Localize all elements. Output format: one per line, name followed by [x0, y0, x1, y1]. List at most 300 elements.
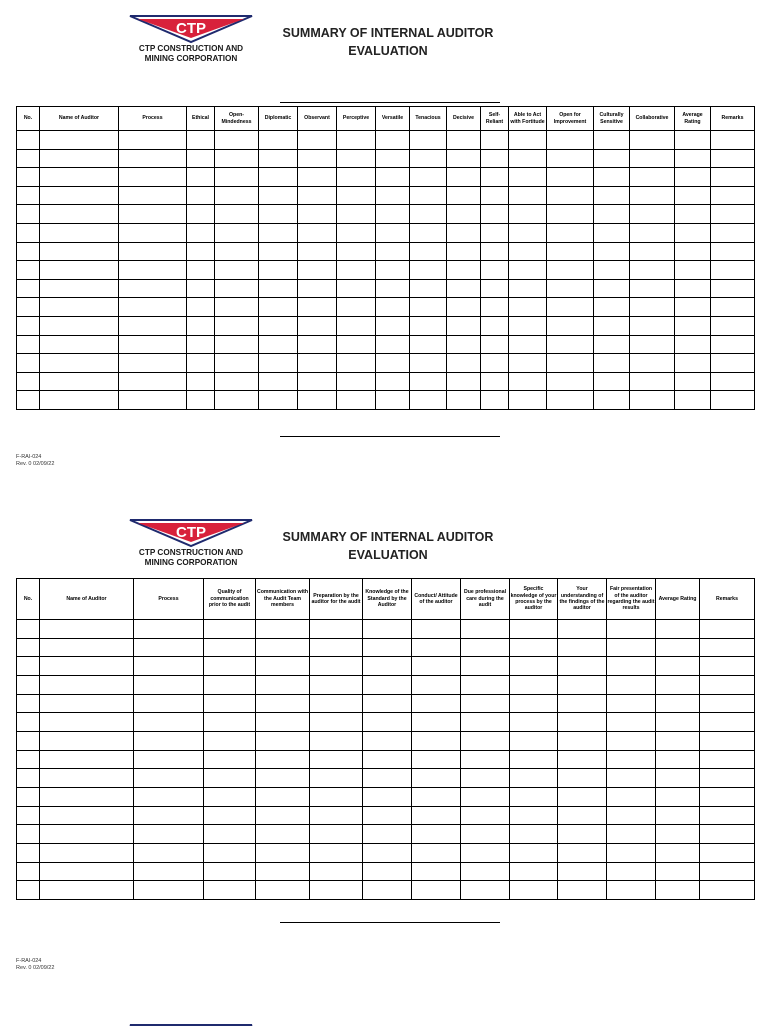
table-cell: [376, 261, 410, 280]
table-cell: [656, 843, 700, 862]
table-cell: [547, 391, 594, 410]
table-cell: [509, 223, 547, 242]
table-row: [17, 354, 755, 373]
table-cell: [17, 391, 40, 410]
table-cell: [630, 223, 675, 242]
table-cell: [461, 881, 510, 900]
table-cell: [298, 242, 337, 261]
table-cell: [547, 242, 594, 261]
table-cell: [17, 825, 40, 844]
table-cell: [656, 750, 700, 769]
table-cell: [510, 731, 558, 750]
table-cell: [17, 657, 40, 676]
table-cell: [256, 657, 310, 676]
table-cell: [298, 316, 337, 335]
table-cell: [363, 620, 412, 639]
table-cell: [119, 354, 187, 373]
table-cell: [40, 825, 134, 844]
table-cell: [510, 787, 558, 806]
table-cell: [17, 806, 40, 825]
table-cell: [630, 261, 675, 280]
table-header-row: [17, 579, 755, 620]
table-cell: [447, 298, 481, 317]
table-cell: [40, 806, 134, 825]
table-cell: [310, 731, 363, 750]
table-cell: [509, 335, 547, 354]
table-cell: [447, 391, 481, 410]
table-cell: [558, 750, 607, 769]
table-cell: [17, 316, 40, 335]
table-cell: [711, 205, 755, 224]
table-cell: [17, 881, 40, 900]
table-cell: [40, 787, 134, 806]
table-cell: [40, 713, 134, 732]
table-cell: [337, 298, 376, 317]
table-cell: [119, 391, 187, 410]
table-cell: [607, 620, 656, 639]
table-row: [17, 713, 755, 732]
table-cell: [547, 298, 594, 317]
table-cell: [509, 391, 547, 410]
table-cell: [204, 713, 256, 732]
table-cell: [187, 223, 215, 242]
table-cell: [298, 186, 337, 205]
col-header: Versatile: [376, 107, 410, 131]
table-cell: [40, 372, 119, 391]
table-cell: [510, 881, 558, 900]
table-cell: [17, 675, 40, 694]
table-cell: [337, 391, 376, 410]
col-header: Tenacious: [410, 107, 447, 131]
table-cell: [119, 298, 187, 317]
evaluation-table: [16, 106, 755, 410]
col-header: Fair presentation of the auditor regarding the audit results: [607, 579, 656, 620]
table-cell: [376, 186, 410, 205]
table-cell: [461, 806, 510, 825]
table-cell: [656, 731, 700, 750]
table-cell: [481, 335, 509, 354]
col-header: Average Rating: [675, 107, 711, 131]
table-cell: [410, 298, 447, 317]
table-row: [17, 787, 755, 806]
table-cell: [17, 279, 40, 298]
table-cell: [630, 298, 675, 317]
table-cell: [675, 242, 711, 261]
table-cell: [509, 149, 547, 168]
table-cell: [256, 825, 310, 844]
table-cell: [40, 638, 134, 657]
col-header: Name of Auditor: [40, 107, 119, 131]
table-cell: [40, 862, 134, 881]
table-cell: [711, 242, 755, 261]
table-cell: [204, 825, 256, 844]
table-cell: [711, 186, 755, 205]
table-cell: [204, 806, 256, 825]
col-header: Your understanding of the findings of the auditor: [558, 579, 607, 620]
table-cell: [376, 335, 410, 354]
table-cell: [256, 638, 310, 657]
col-header: Ethical: [187, 107, 215, 131]
table-cell: [412, 787, 461, 806]
table-cell: [675, 391, 711, 410]
col-header: Preparation by the auditor for the audit: [310, 579, 363, 620]
table-cell: [363, 769, 412, 788]
logo-text: CTP: [176, 20, 206, 37]
table-cell: [376, 279, 410, 298]
table-cell: [17, 223, 40, 242]
table-cell: [204, 694, 256, 713]
table-cell: [119, 242, 187, 261]
table-cell: [259, 186, 298, 205]
table-cell: [675, 131, 711, 150]
table-cell: [40, 279, 119, 298]
table-cell: [119, 168, 187, 187]
table-cell: [40, 843, 134, 862]
company-name: CTP CONSTRUCTION AND MINING CORPORATION: [138, 548, 244, 567]
col-header: Conduct/ Attitude of the auditor: [412, 579, 461, 620]
table-cell: [17, 186, 40, 205]
table-cell: [410, 131, 447, 150]
table-cell: [656, 881, 700, 900]
table-cell: [410, 168, 447, 187]
table-cell: [17, 168, 40, 187]
col-header: Decisive: [447, 107, 481, 131]
table-row: [17, 638, 755, 657]
table-cell: [412, 694, 461, 713]
table-cell: [40, 335, 119, 354]
table-cell: [607, 825, 656, 844]
col-header: Perceptive: [337, 107, 376, 131]
table-cell: [134, 657, 204, 676]
table-cell: [259, 391, 298, 410]
table-cell: [259, 149, 298, 168]
table-cell: [607, 769, 656, 788]
table-cell: [363, 843, 412, 862]
table-cell: [119, 131, 187, 150]
table-cell: [700, 769, 755, 788]
table-cell: [17, 862, 40, 881]
table-cell: [510, 862, 558, 881]
table-cell: [558, 843, 607, 862]
table-cell: [630, 168, 675, 187]
table-cell: [481, 261, 509, 280]
table-cell: [204, 731, 256, 750]
table-cell: [547, 223, 594, 242]
company-name: CTP CONSTRUCTION AND MINING CORPORATION: [138, 44, 244, 63]
table-cell: [215, 242, 259, 261]
table-cell: [410, 205, 447, 224]
table-row: [17, 862, 755, 881]
table-cell: [310, 638, 363, 657]
table-row: [17, 391, 755, 410]
table-cell: [259, 168, 298, 187]
table-cell: [134, 731, 204, 750]
table-cell: [461, 750, 510, 769]
table-cell: [204, 769, 256, 788]
table-cell: [259, 261, 298, 280]
table-cell: [310, 750, 363, 769]
signature-line-top: [280, 102, 500, 103]
table-cell: [547, 316, 594, 335]
col-header: Open-Mindedness: [215, 107, 259, 131]
col-header: Knowledge of the Standard by the Auditor: [363, 579, 412, 620]
table-cell: [337, 168, 376, 187]
table-cell: [461, 713, 510, 732]
table-cell: [547, 205, 594, 224]
table-cell: [711, 223, 755, 242]
table-cell: [215, 354, 259, 373]
form-revision: Rev. 0 02/09/22: [16, 461, 55, 467]
table-cell: [447, 335, 481, 354]
table-cell: [594, 354, 630, 373]
table-cell: [17, 205, 40, 224]
table-cell: [17, 298, 40, 317]
table-cell: [298, 335, 337, 354]
table-cell: [510, 657, 558, 676]
table-cell: [481, 223, 509, 242]
table-cell: [558, 825, 607, 844]
table-cell: [310, 769, 363, 788]
table-cell: [607, 881, 656, 900]
table-cell: [17, 372, 40, 391]
table-cell: [204, 862, 256, 881]
table-cell: [215, 335, 259, 354]
table-cell: [363, 862, 412, 881]
table-cell: [510, 694, 558, 713]
table-cell: [298, 168, 337, 187]
table-cell: [298, 354, 337, 373]
col-header: Observant: [298, 107, 337, 131]
table-cell: [711, 149, 755, 168]
table-cell: [630, 131, 675, 150]
table-cell: [510, 638, 558, 657]
form-revision: Rev. 0 02/09/22: [16, 965, 55, 971]
col-header: Name of Auditor: [40, 579, 134, 620]
col-header: Diplomatic: [259, 107, 298, 131]
col-header: Communication with the Audit Team members: [256, 579, 310, 620]
col-header: Process: [134, 579, 204, 620]
table-cell: [481, 354, 509, 373]
table-cell: [337, 149, 376, 168]
table-row: [17, 750, 755, 769]
table-cell: [376, 131, 410, 150]
table-cell: [17, 731, 40, 750]
table-cell: [298, 279, 337, 298]
table-cell: [376, 372, 410, 391]
table-row: [17, 620, 755, 639]
table-cell: [17, 843, 40, 862]
table-cell: [675, 168, 711, 187]
table-cell: [481, 186, 509, 205]
table-cell: [675, 279, 711, 298]
table-cell: [134, 769, 204, 788]
table-cell: [259, 354, 298, 373]
table-cell: [510, 843, 558, 862]
table-cell: [547, 372, 594, 391]
table-cell: [675, 316, 711, 335]
table-cell: [447, 354, 481, 373]
table-cell: [607, 806, 656, 825]
table-cell: [412, 731, 461, 750]
table-cell: [607, 750, 656, 769]
table-cell: [376, 316, 410, 335]
table-cell: [447, 372, 481, 391]
table-cell: [700, 675, 755, 694]
table-cell: [630, 372, 675, 391]
table-cell: [17, 713, 40, 732]
table-cell: [310, 881, 363, 900]
table-row: [17, 372, 755, 391]
table-cell: [40, 149, 119, 168]
table-cell: [310, 862, 363, 881]
table-cell: [187, 372, 215, 391]
table-cell: [412, 843, 461, 862]
table-cell: [40, 694, 134, 713]
table-cell: [630, 242, 675, 261]
table-cell: [187, 205, 215, 224]
table-cell: [594, 372, 630, 391]
table-cell: [509, 279, 547, 298]
table-cell: [119, 372, 187, 391]
table-cell: [298, 298, 337, 317]
table-cell: [337, 242, 376, 261]
table-cell: [547, 261, 594, 280]
table-cell: [119, 149, 187, 168]
table-cell: [547, 354, 594, 373]
table-cell: [700, 825, 755, 844]
table-cell: [256, 713, 310, 732]
table-cell: [711, 279, 755, 298]
table-cell: [656, 862, 700, 881]
table-cell: [509, 205, 547, 224]
table-cell: [256, 787, 310, 806]
table-cell: [310, 806, 363, 825]
table-cell: [363, 881, 412, 900]
table-cell: [310, 825, 363, 844]
table-cell: [215, 186, 259, 205]
table-cell: [134, 881, 204, 900]
table-cell: [481, 168, 509, 187]
table-cell: [215, 205, 259, 224]
table-cell: [134, 713, 204, 732]
table-cell: [447, 149, 481, 168]
table-cell: [510, 675, 558, 694]
table-cell: [298, 205, 337, 224]
table-cell: [594, 298, 630, 317]
table-cell: [17, 261, 40, 280]
table-cell: [204, 620, 256, 639]
table-cell: [376, 354, 410, 373]
table-cell: [363, 787, 412, 806]
table-cell: [509, 261, 547, 280]
table-cell: [17, 149, 40, 168]
table-cell: [607, 657, 656, 676]
table-cell: [675, 205, 711, 224]
table-cell: [215, 131, 259, 150]
table-cell: [509, 354, 547, 373]
table-cell: [410, 279, 447, 298]
table-cell: [594, 205, 630, 224]
table-cell: [594, 186, 630, 205]
table-cell: [594, 131, 630, 150]
table-row: [17, 657, 755, 676]
table-cell: [40, 675, 134, 694]
table-cell: [17, 242, 40, 261]
table-cell: [187, 168, 215, 187]
table-cell: [510, 806, 558, 825]
table-cell: [376, 391, 410, 410]
table-cell: [630, 149, 675, 168]
signature-line-bottom: [280, 436, 500, 437]
table-cell: [298, 391, 337, 410]
table-cell: [412, 750, 461, 769]
table-cell: [675, 186, 711, 205]
table-cell: [700, 694, 755, 713]
table-cell: [134, 825, 204, 844]
form-footer: [16, 958, 54, 972]
table-cell: [558, 806, 607, 825]
table-cell: [40, 881, 134, 900]
table-cell: [337, 335, 376, 354]
table-cell: [656, 638, 700, 657]
table-cell: [700, 843, 755, 862]
table-row: [17, 131, 755, 150]
table-cell: [187, 242, 215, 261]
table-cell: [656, 620, 700, 639]
table-cell: [119, 335, 187, 354]
col-header: Remarks: [700, 579, 755, 620]
table-cell: [310, 694, 363, 713]
form-footer: [16, 454, 54, 468]
table-row: [17, 261, 755, 280]
table-row: [17, 881, 755, 900]
table-cell: [134, 638, 204, 657]
table-cell: [656, 694, 700, 713]
table-cell: [259, 298, 298, 317]
table-cell: [630, 279, 675, 298]
table-row: [17, 242, 755, 261]
table-cell: [187, 279, 215, 298]
table-cell: [700, 881, 755, 900]
table-cell: [259, 279, 298, 298]
table-cell: [412, 713, 461, 732]
table-cell: [675, 298, 711, 317]
table-cell: [700, 862, 755, 881]
table-cell: [298, 372, 337, 391]
table-cell: [412, 806, 461, 825]
table-cell: [412, 825, 461, 844]
table-cell: [256, 694, 310, 713]
table-cell: [509, 316, 547, 335]
table-cell: [204, 787, 256, 806]
form-code: F-RAI-024: [16, 958, 42, 964]
table-cell: [298, 149, 337, 168]
table-cell: [187, 298, 215, 317]
table-row: [17, 168, 755, 187]
table-cell: [461, 825, 510, 844]
table-row: [17, 186, 755, 205]
table-cell: [119, 223, 187, 242]
col-header: Culturally Sensitive: [594, 107, 630, 131]
table-cell: [547, 279, 594, 298]
form-page-2: [0, 502, 768, 1004]
table-cell: [481, 279, 509, 298]
table-cell: [711, 372, 755, 391]
table-cell: [119, 186, 187, 205]
table-cell: [310, 713, 363, 732]
table-cell: [675, 354, 711, 373]
table-cell: [461, 843, 510, 862]
